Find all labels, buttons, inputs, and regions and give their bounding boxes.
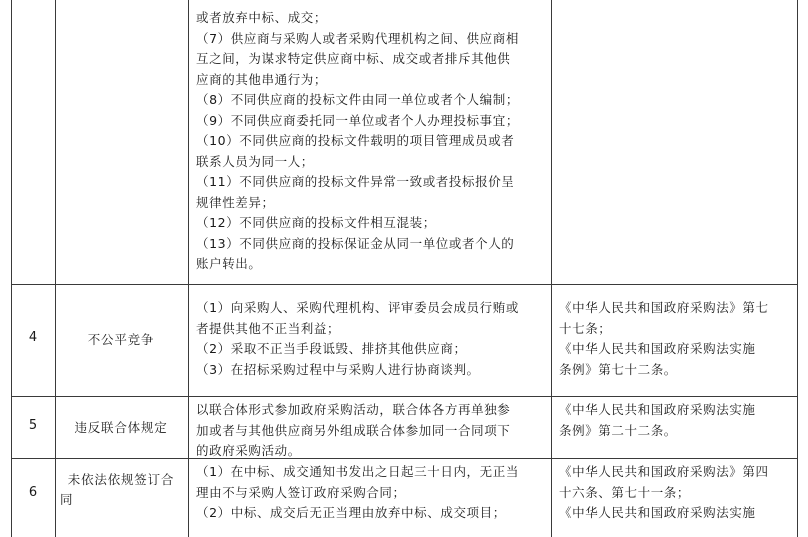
basis-line: 《中华人民共和国政府采购法实施 <box>559 402 756 417</box>
content-line: （7）供应商与采购人或者采购代理机构之间、供应商相 <box>196 30 519 46</box>
violation-name <box>57 470 185 510</box>
content-line: 规律性差异； <box>196 194 275 210</box>
content-line: （13）不同供应商的投标保证金从同一单位或者个人的 <box>196 235 515 251</box>
basis-line: 《中华人民共和国政府采购法》第七 <box>559 300 769 315</box>
content-line: 理由不与采购人签订政府采购合同； <box>196 484 406 500</box>
basis-line: 条例》第二十二条。 <box>559 422 677 438</box>
column-divider <box>551 0 552 537</box>
content-line: （12）不同供应商的投标文件相互混装； <box>196 215 436 230</box>
content-line: 者提供其他不正当利益； <box>196 320 341 336</box>
content-line: 账户转出。 <box>196 256 262 271</box>
content-line: 以联合体形式参加政府采购活动，联合体各方再单独参 <box>196 402 511 417</box>
content-line: 互之间，为谋求特定供应商中标、成交或者排斥其他供 <box>196 51 511 66</box>
basis-line: 十七条； <box>559 320 612 336</box>
row6-basis-cell <box>559 462 769 524</box>
row4-content-cell <box>196 298 519 380</box>
row6-content-cell <box>196 462 519 524</box>
content-line: （1）向采购人、采购代理机构、评审委员会成员行贿或 <box>196 300 519 315</box>
content-line: （11）不同供应商的投标文件异常一致或者投标报价呈 <box>196 174 515 189</box>
content-line: （9）不同供应商委托同一单位或者个人办理投标事宜； <box>196 112 519 128</box>
content-line: 联系人员为同一人； <box>196 153 314 169</box>
violation-name: 违反联合体规定 <box>74 420 168 435</box>
content-line: （3）在招标采购过程中与采购人进行协商谈判。 <box>196 361 480 377</box>
content-line: 加或者与其他供应商另外组成联合体参加同一合同项下 <box>196 422 511 438</box>
column-divider <box>55 0 56 537</box>
table-border-right <box>797 0 798 537</box>
content-line: （8）不同供应商的投标文件由同一单位或者个人编制； <box>196 92 519 107</box>
row-number: 6 <box>28 485 38 500</box>
content-line: （2）中标、成交后无正当理由放弃中标、成交项目； <box>196 505 506 520</box>
basis-line: 条例》第七十二条。 <box>559 361 677 377</box>
basis-line: 十六条、第七十一条； <box>559 484 691 500</box>
violation-name-line: 同 <box>60 492 74 507</box>
row4-basis-cell <box>559 298 769 380</box>
content-line: 或者放弃中标、成交； <box>196 10 328 25</box>
table-border-left <box>11 0 12 537</box>
violation-name-line: 未依法依规签订合 <box>67 472 175 487</box>
content-line: 的政府采购活动。 <box>196 443 301 458</box>
basis-line: 《中华人民共和国政府采购法实施 <box>559 341 756 356</box>
row-number: 4 <box>28 330 38 345</box>
content-line: 应商的其他串通行为； <box>196 71 328 87</box>
basis-line: 《中华人民共和国政府采购法实施 <box>559 505 756 520</box>
row5-basis-cell <box>559 400 756 441</box>
row-divider <box>11 284 798 285</box>
content-line: （2）采取不正当手段诋毁、排挤其他供应商； <box>196 341 467 356</box>
row-divider <box>11 396 798 397</box>
content-line: （1）在中标、成交通知书发出之日起三十日内，无正当 <box>196 464 519 479</box>
row5-content-cell <box>196 400 510 462</box>
basis-line: 《中华人民共和国政府采购法》第四 <box>559 464 769 479</box>
row3-content-cell <box>196 8 519 275</box>
content-line: （10）不同供应商的投标文件载明的项目管理成员或者 <box>196 133 515 148</box>
violation-name: 不公平竞争 <box>87 332 155 347</box>
row-number: 5 <box>28 418 38 433</box>
column-divider <box>188 0 189 537</box>
